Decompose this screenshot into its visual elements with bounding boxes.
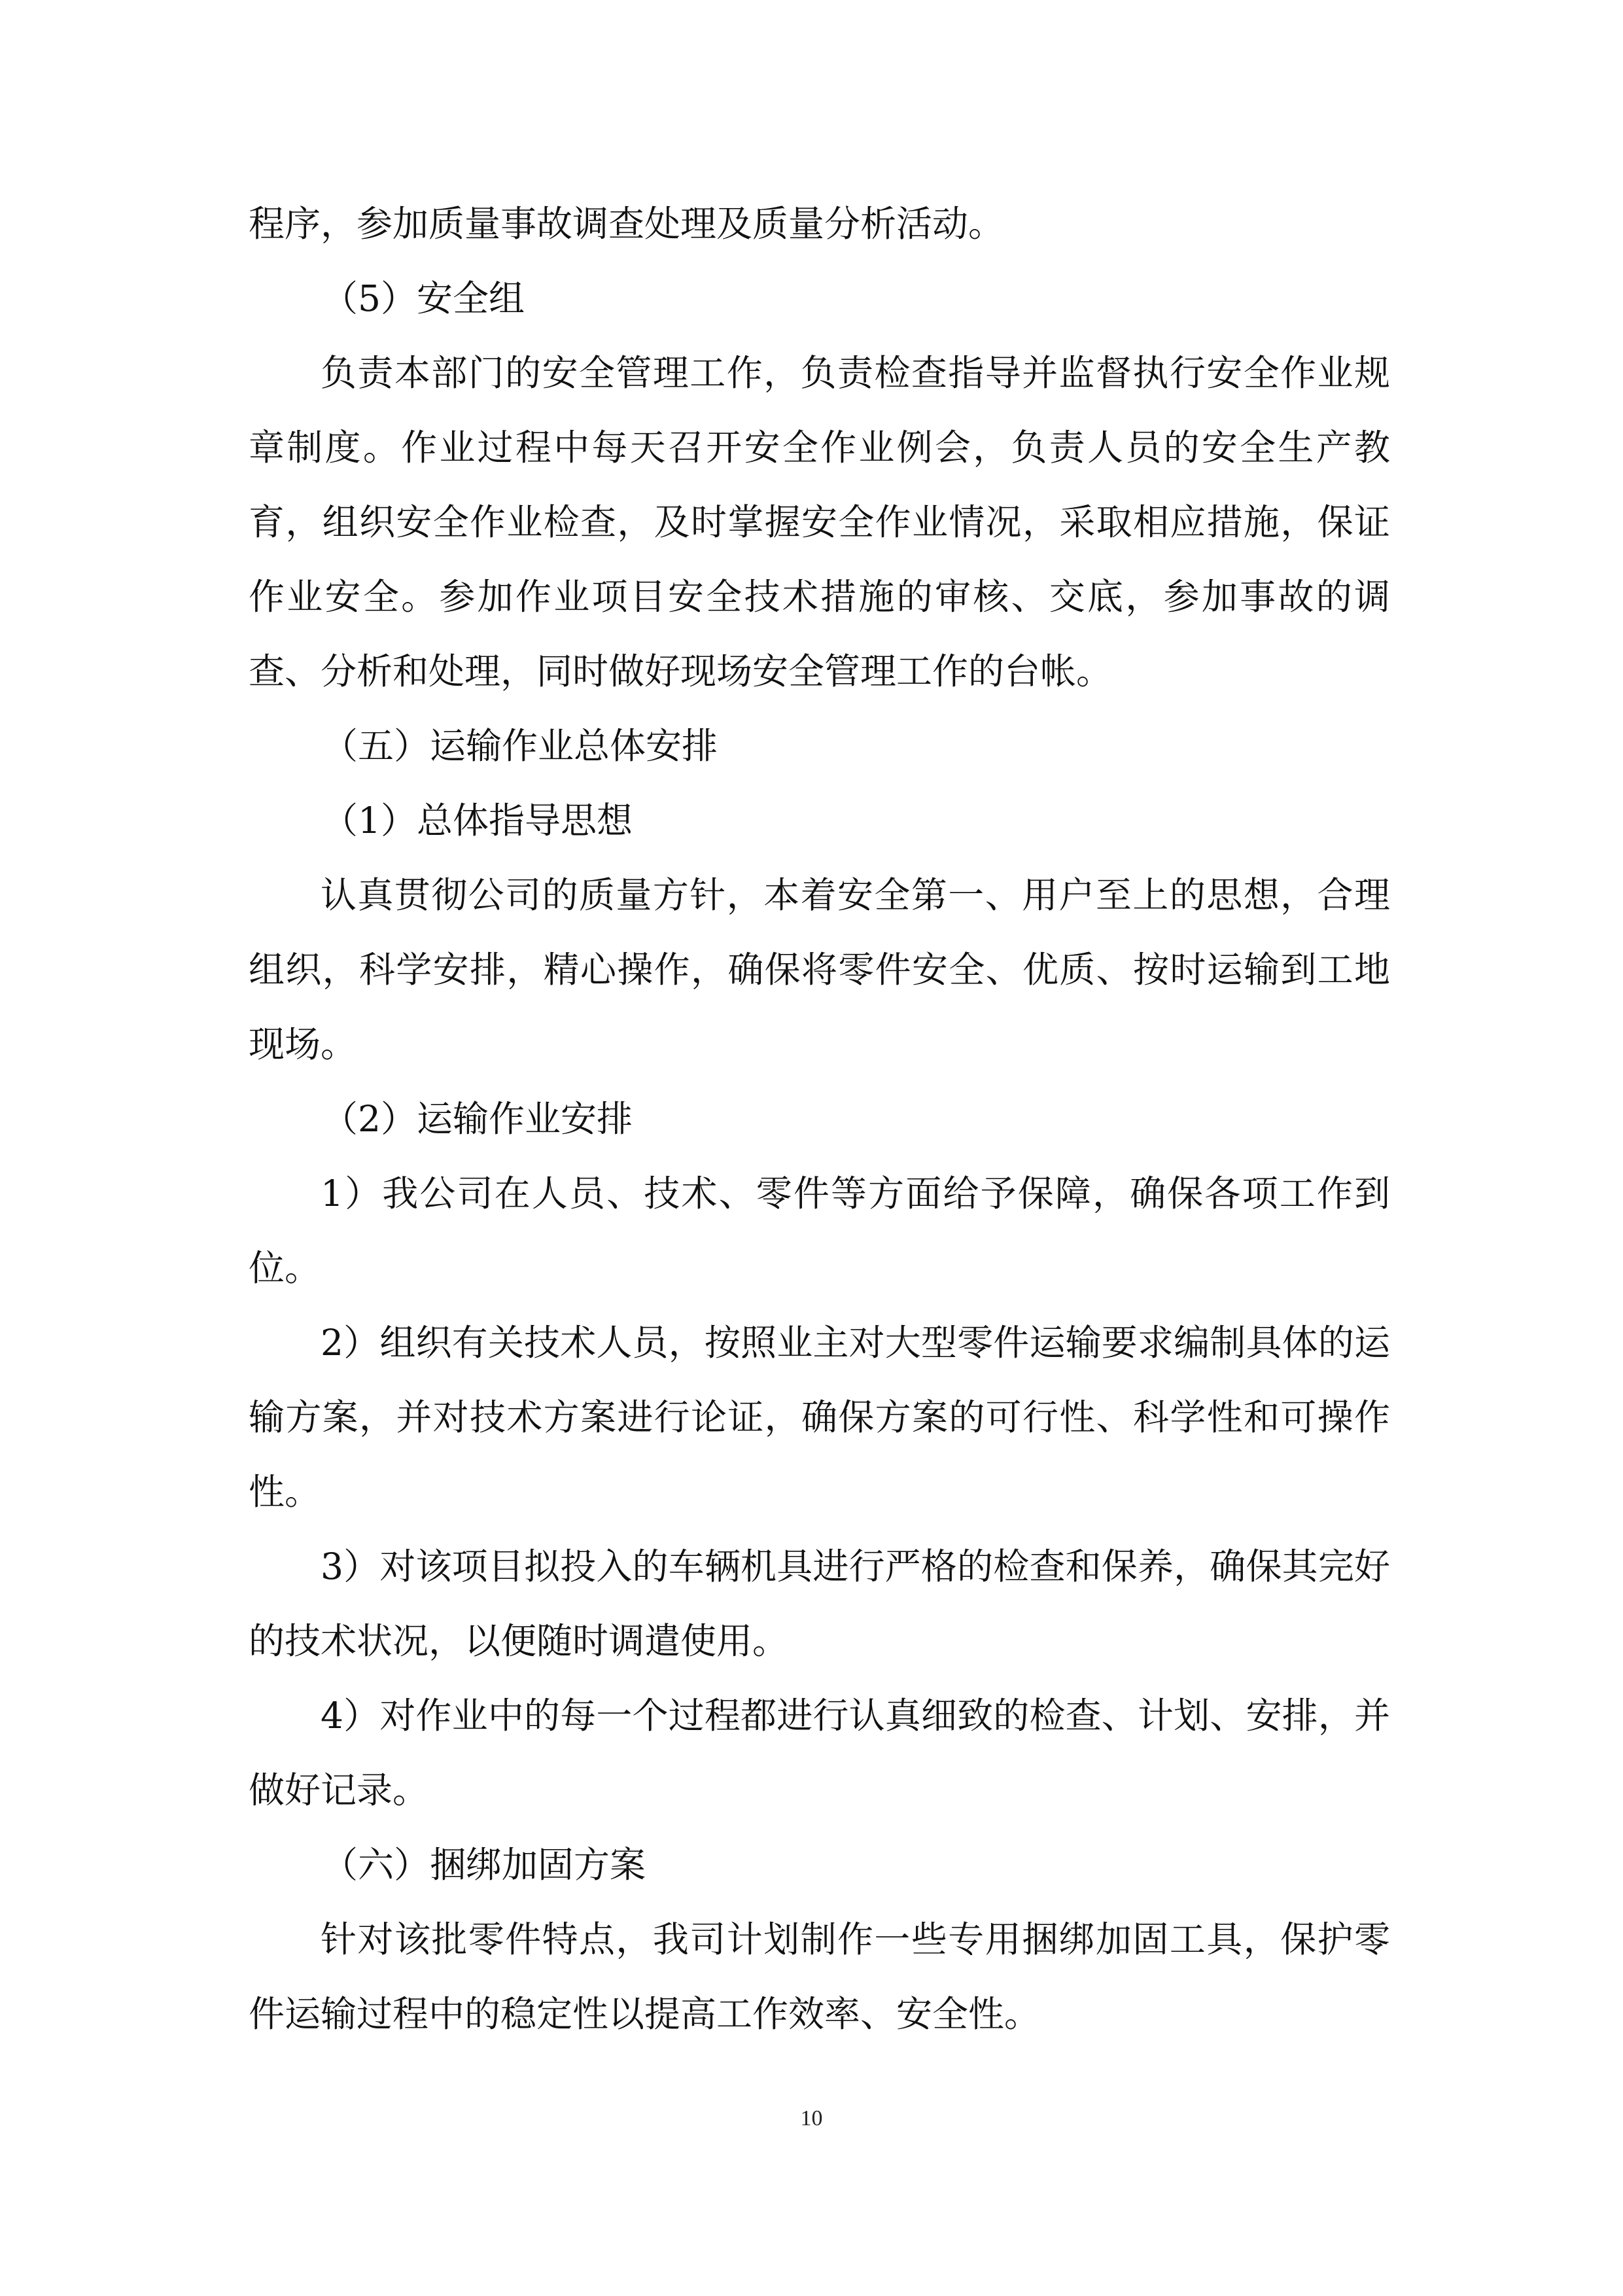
heading-transport-arrangement: （五）运输作业总体安排 — [322, 725, 718, 767]
heading-binding-plan: （六）捆绑加固方案 — [322, 1844, 646, 1886]
list-item-1: 1）我公司在人员、技术、零件等方面给予保障，确保各项工作到位。 — [249, 1173, 1390, 1289]
paragraph-safety-duties: 负责本部门的安全管理工作，负责检查指导并监督执行安全作业规章制度。作业过程中每天召开安全作业例会，负责人员的安全生产教育，组织安全作业检查，及时掌握安全作业情况，采取相应措施，保证作业安全。参加作业项目安全技术措施的审核、交底，参加事故的调查、分析和处理，同时做好现场安全管理工作的台帐。 — [249, 352, 1390, 692]
list-item-3: 3）对该项目拟投入的车辆机具进行严格的检查和保养，确保其完好的技术状况，以便随时调遣使用。 — [249, 1545, 1390, 1662]
heading-safety-group: （5）安全组 — [322, 277, 525, 319]
heading-transport-operations: （2）运输作业安排 — [322, 1098, 633, 1140]
document-body — [249, 186, 1390, 2051]
page-number: 10 — [800, 2106, 823, 2130]
list-item-2: 2）组织有关技术人员，按照业主对大型零件运输要求编制具体的运输方案，并对技术方案进行论证，确保方案的可行性、科学性和可操作性。 — [249, 1322, 1390, 1513]
heading-guiding-ideology: （1）总体指导思想 — [322, 800, 633, 841]
list-item-4: 4）对作业中的每一个过程都进行认真细致的检查、计划、安排，并做好记录。 — [249, 1695, 1390, 1811]
paragraph-binding-plan: 针对该批零件特点，我司计划制作一些专用捆绑加固工具，保护零件运输过程中的稳定性以提高工作效率、安全性。 — [249, 1918, 1390, 2035]
paragraph-continuation: 程序，参加质量事故调查处理及质量分析活动。 — [249, 203, 1005, 245]
paragraph-guiding-ideology: 认真贯彻公司的质量方针，本着安全第一、用户至上的思想，合理组织，科学安排，精心操作，确保将零件安全、优质、按时运输到工地现场。 — [249, 874, 1390, 1065]
